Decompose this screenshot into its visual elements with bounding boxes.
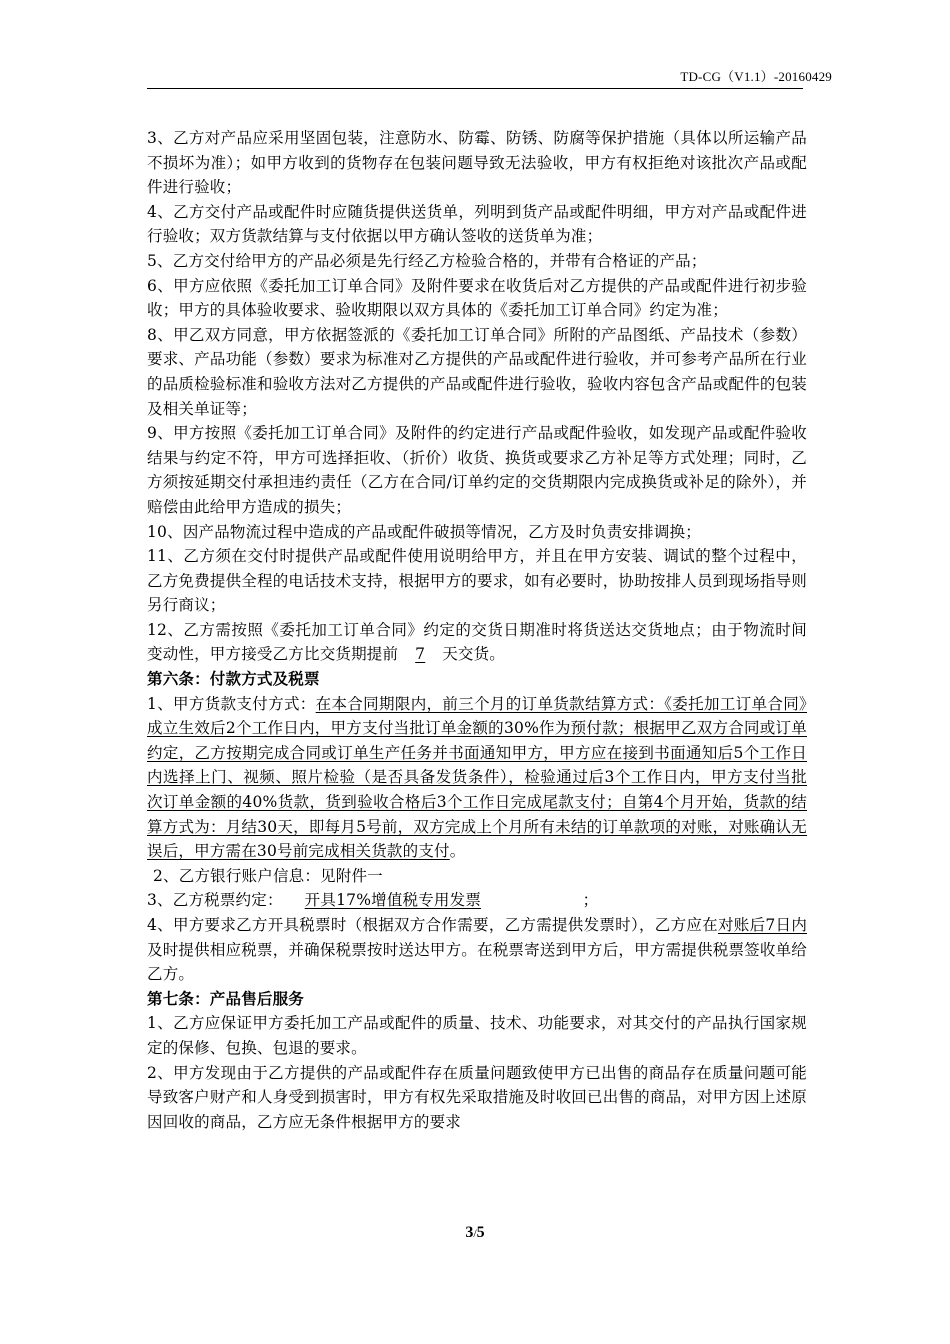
tax-invoice-value: 开具17%增值税专用发票 <box>304 891 482 910</box>
clause-9: 9、甲方按照《委托加工订单合同》及附件的约定进行产品或配件验收，如发现产品或配件验收结果与约定不符，甲方可选择拒收、（折价）收货、换货或要求乙方补足等方式处理；同时，乙方须按延期交付承担违约责任（乙方在合同/订单约定的交货期限内完成换货或补足的除外），并赔偿由此给甲方造成的损失； <box>147 424 807 516</box>
clause-11: 11、乙方须在交付时提供产品或配件使用说明给甲方，并且在甲方安装、调试的整个过程中，乙方免费提供全程的电话技术支持，根据甲方的要求，如有必要时，协助按排人员到现场指导则另行商议； <box>147 547 807 615</box>
contract-body <box>147 126 807 1134</box>
article-6-invoice-delivery <box>147 913 807 987</box>
clause-4: 4、乙方交付产品或配件时应随货提供送货单，列明到货产品或配件明细，甲方对产品或配件进行验收；双方货款结算与支付依据以甲方确认签收的送货单为准； <box>147 202 807 246</box>
clause-8: 8、甲乙双方同意，甲方依据签派的《委托加工订单合同》所附的产品图纸、产品技术（参数）要求、产品功能（参数）要求为标准对乙方提供的产品或配件进行验收，并可参考产品所在行业的品质检验标准和验收方法对乙方提供的产品或配件进行验收，验收内容包含产品或配件的包装及相关单证等； <box>147 325 807 418</box>
tax-end: ； <box>582 891 599 910</box>
article-6-bank-info: 2、乙方银行账户信息：见附件一 <box>153 866 383 885</box>
article-6-tax <box>147 888 807 913</box>
article-7-heading: 第七条：产品售后服务 <box>147 988 305 1008</box>
article-6-heading: 第六条：付款方式及税票 <box>147 669 320 689</box>
invoice-text-a: 4、甲方要求乙方开具税票时（根据双方合作需要，乙方需提供发票时），乙方应在 <box>147 916 718 934</box>
page-separator: / <box>473 1226 477 1240</box>
clause-6: 6、甲方应依照《委托加工订单合同》及附件要求在收货后对乙方提供的产品或配件进行初步验收；甲方的具体验收要求、验收期限以双方具体的《委托加工订单合同》约定为准； <box>147 276 807 320</box>
payment-terms: 在本合同期限内，前三个月的订单货款结算方式：《委托加工订单合同》成立生效后2个工作日内，甲方支付当批订单金额的30%作为预付款；根据甲乙双方合同或订单约定，乙方按期完成合同或订单生产任务并书面通知甲方，甲方应在接到书面通知后5个工作日内选择上门、视频、照片检验（是否具备发货条件），检验通过后3个工作日内，甲方支付当批次订单金额的40%货款，货到验收合格后3个工作日完成尾款支付；自第4个月开始，货款的结算方式为：月结30天，即每月5号前，双方完成上个月所有未结的订单款项的对账，对账确认无误后，甲方需在30号前完成相关货款的支付 <box>147 694 808 861</box>
article-6-payment <box>147 692 807 864</box>
article-7-item-2: 2、甲方发现由于乙方提供的产品或配件存在质量问题致使甲方已出售的商品存在质量问题可能导致客户财产和人身受到损害时，甲方有权先采取措施及时收回已出售的商品，对甲方因上述原因回收的商品，乙方应无条件根据甲方的要求 <box>147 1063 807 1131</box>
clause-12-end: 天交货。 <box>442 645 506 664</box>
header-divider <box>147 88 803 89</box>
invoice-deadline: 对账后7日内 <box>717 916 808 934</box>
clause-3: 3、乙方对产品应采用坚固包装，注意防水、防霉、防锈、防腐等保护措施（具体以所运输产品不损坏为准）；如甲方收到的货物存在包装问题导致无法验收，甲方有权拒绝对该批次产品或配件进行验收； <box>147 129 807 197</box>
advance-days-value: 7 <box>415 645 426 664</box>
article-7-item-1: 1、乙方应保证甲方委托加工产品或配件的质量、技术、功能要求，对其交付的产品执行国家规定的保修、包换、包退的要求。 <box>147 1014 807 1057</box>
clause-10: 10、因产品物流过程中造成的产品或配件破损等情况，乙方及时负责安排调换； <box>147 522 701 541</box>
tax-lead: 3、乙方税票约定： <box>147 891 283 910</box>
page-number <box>0 1224 950 1242</box>
document-code: TD-CG（V1.1）-20160429 <box>680 69 832 84</box>
clause-12-text: 12、乙方需按照《委托加工订单合同》约定的交货日期准时将货送达交货地点；由于物流时间变动性，甲方接受乙方比交货期提前 <box>147 620 807 664</box>
invoice-text-b: 及时提供相应税票，并确保税票按时送达甲方。在税票寄送到甲方后，甲方需提供税票签收单给乙方。 <box>147 940 807 984</box>
payment-lead: 1、甲方货款支付方式： <box>147 694 316 713</box>
current-page: 3 <box>465 1224 474 1241</box>
clause-5: 5、乙方交付给甲方的产品必须是先行经乙方检验合格的，并带有合格证的产品； <box>147 251 707 270</box>
clause-12 <box>147 618 807 667</box>
total-pages: 5 <box>476 1224 485 1241</box>
payment-end: 。 <box>449 842 466 861</box>
